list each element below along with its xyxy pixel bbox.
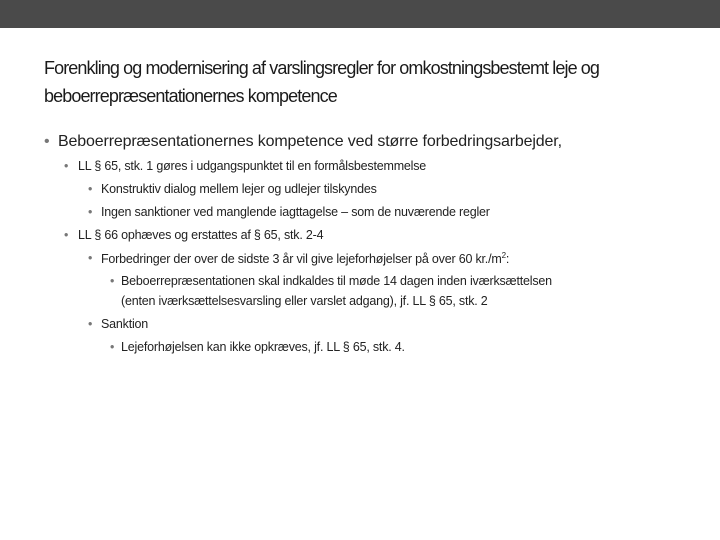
bullet-text: LL § 65, stk. 1 gøres i udgangspunktet til en formålsbestemmelse	[78, 159, 427, 173]
bullet-item	[64, 159, 427, 173]
bullet-item	[88, 251, 510, 267]
bullet-icon: •	[88, 251, 93, 265]
bullet-text: Beboerrepræsentationernes kompetence ved større forbedringsarbejder,	[58, 133, 562, 150]
bullet-item	[110, 340, 405, 354]
bullet-text: Konstruktiv dialog mellem lejer og udlejer tilskyndes	[101, 182, 377, 196]
bullet-item	[110, 274, 552, 288]
top-bar	[0, 0, 720, 28]
bullet-text: Ingen sanktioner ved manglende iagttagelse – som de nuværende regler	[101, 205, 490, 219]
bullet-item	[88, 205, 490, 219]
bullet-item	[88, 317, 149, 331]
bullet-continuation: (enten iværksættelsesvarsling eller varslet adgang), jf. LL § 65, stk. 2	[121, 294, 488, 308]
slide-title-line2: beboerrepræsentationernes kompetence	[44, 86, 337, 106]
bullet-icon: •	[64, 228, 69, 242]
bullet-text: Forbedringer der over de sidste 3 år vil give lejeforhøjelser på over 60 kr./m	[101, 252, 502, 267]
bullet-item	[64, 228, 324, 242]
bullet-icon: •	[44, 133, 50, 150]
bullet-text: Lejeforhøjelsen kan ikke opkræves, jf. LL § 65, stk. 4.	[121, 340, 405, 354]
superscript: 2	[501, 251, 506, 260]
bullet-text: Sanktion	[101, 317, 149, 331]
bullet-icon: •	[64, 159, 69, 173]
bullet-item	[44, 133, 562, 151]
bullet-icon: •	[110, 274, 115, 288]
bullet-icon: •	[88, 205, 93, 219]
bullet-icon: •	[110, 340, 115, 354]
slide-title-line1: Forenkling og modernisering af varslingsregler for omkostningsbestemt leje og	[44, 58, 600, 78]
bullet-suffix: :	[505, 252, 510, 267]
bullet-icon: •	[88, 317, 93, 331]
bullet-text: Beboerrepræsentationen skal indkaldes til møde 14 dagen inden iværksættelsen	[121, 274, 552, 288]
bullet-text: LL § 66 ophæves og erstattes af § 65, stk. 2-4	[78, 228, 324, 242]
bullet-item	[88, 182, 377, 196]
bullet-icon: •	[88, 182, 93, 196]
